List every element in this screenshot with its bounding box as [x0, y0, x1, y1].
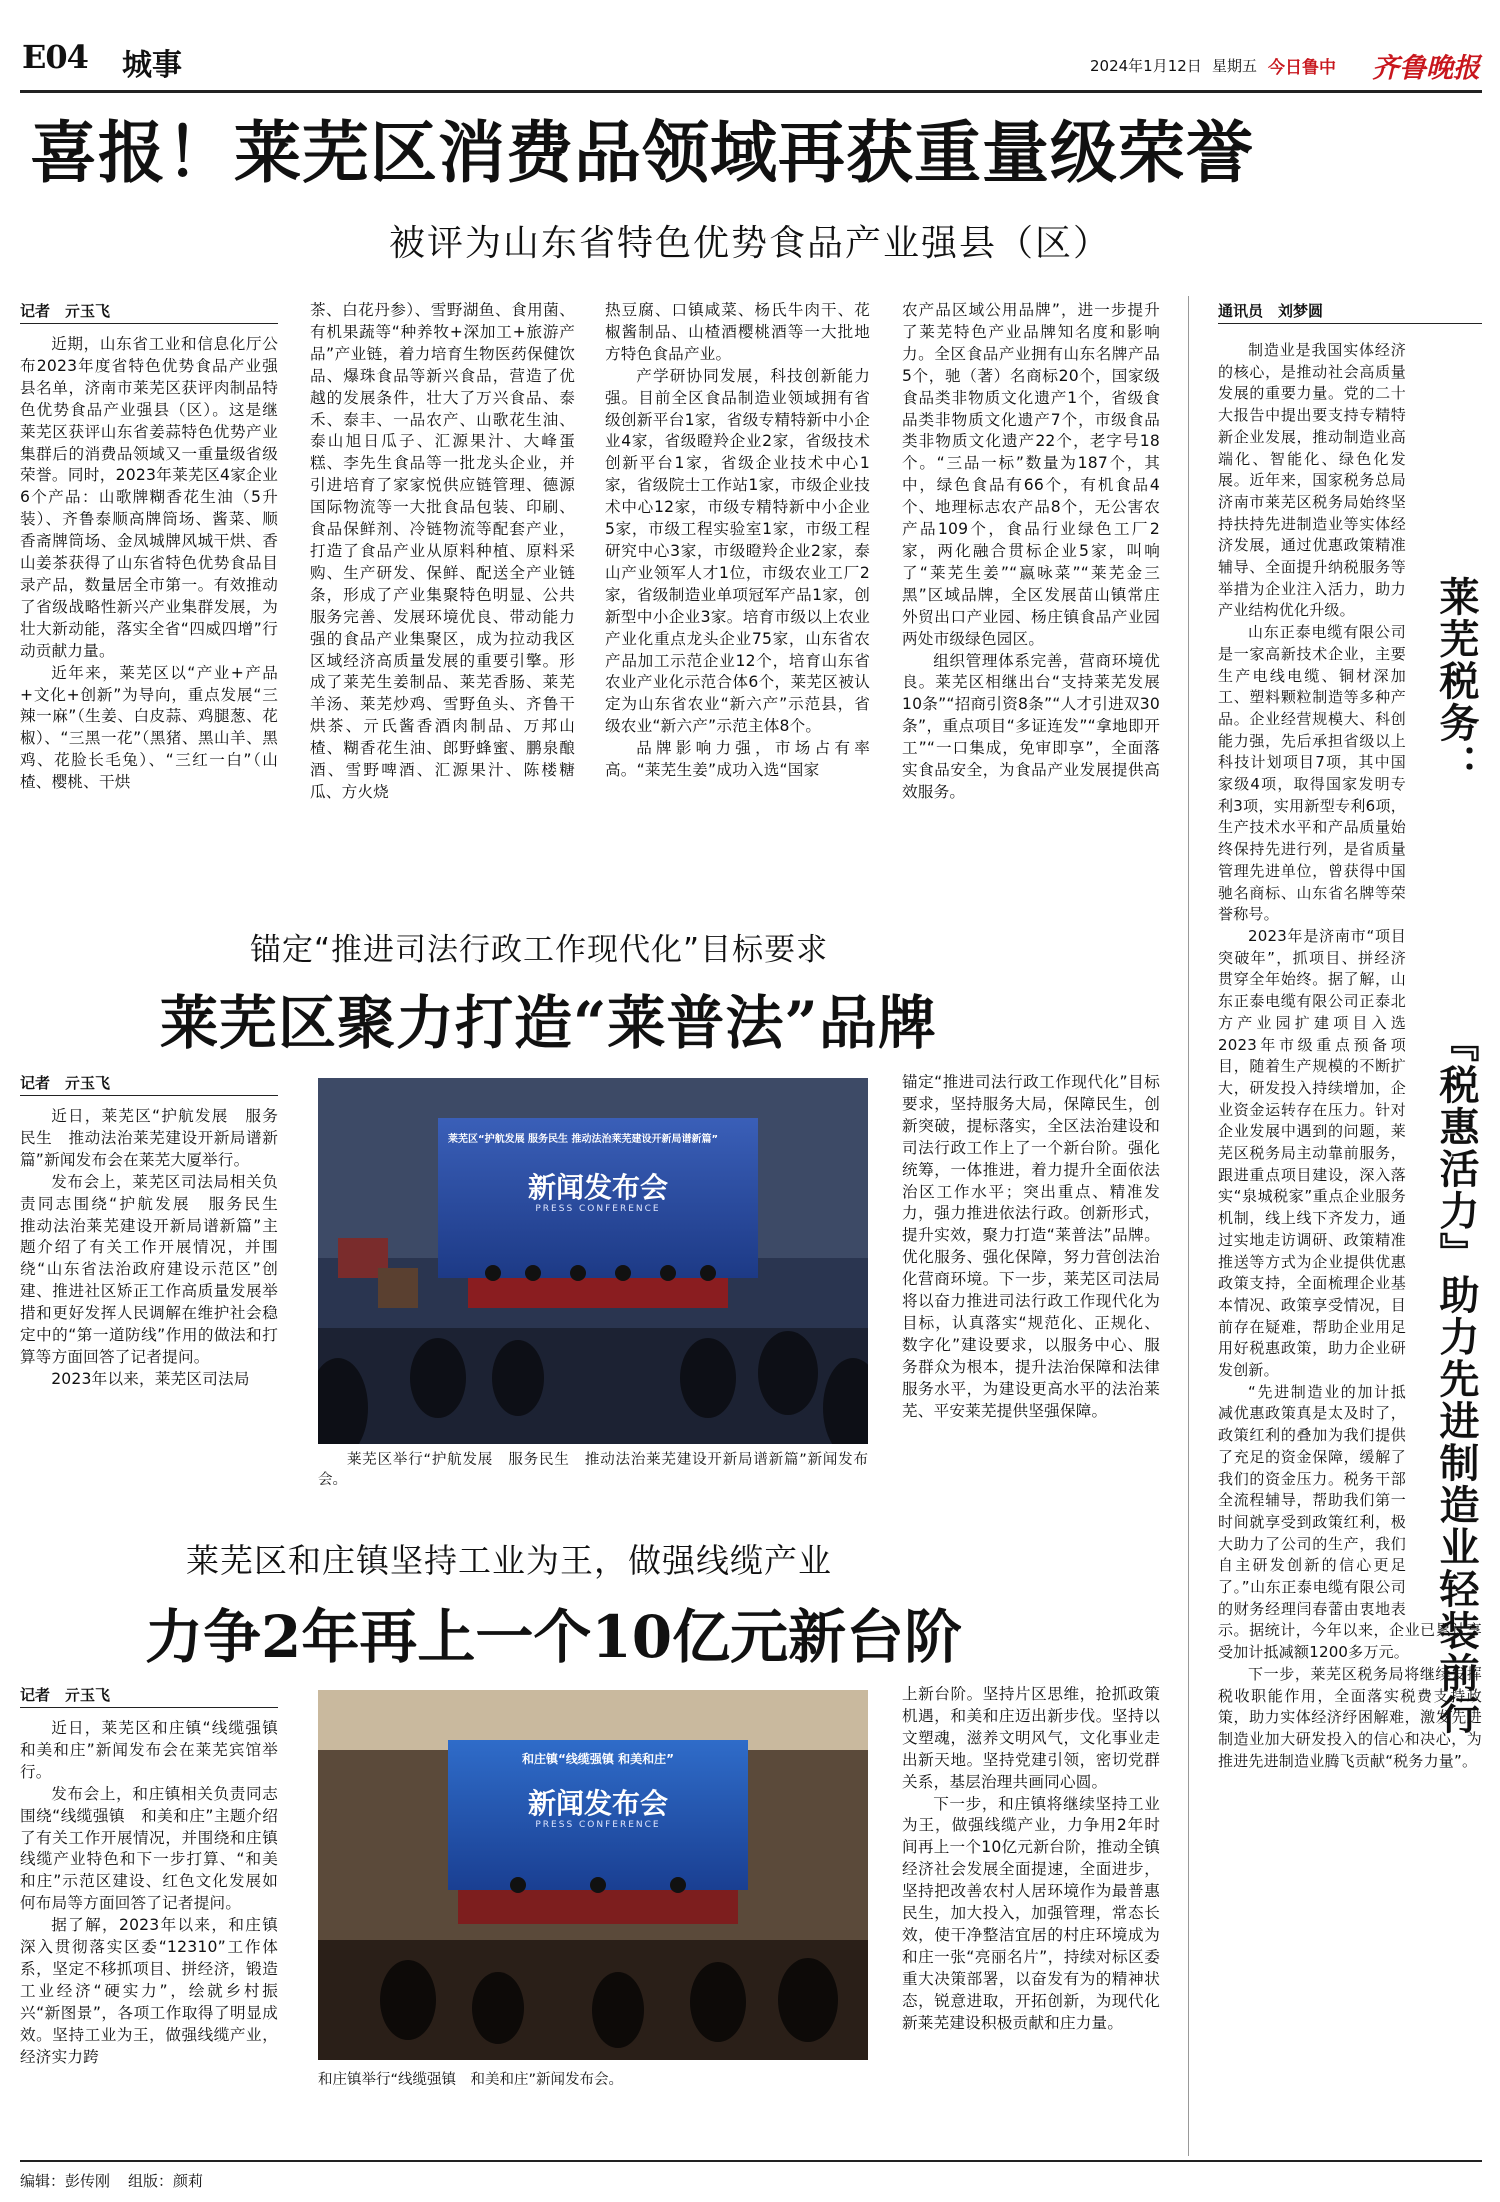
art2-title: 莱芜区聚力打造“莱普法”品牌: [160, 989, 937, 1057]
art2-photo: [318, 1078, 868, 1444]
paragraph: 山东正泰电缆有限公司是一家高新技术企业，主要生产电线电缆、铜材深加工、塑料颗粒制造等多种产品。企业经营规模大、科创能力强，先后承担省级以上科技计划项目7项，其中国家级4项，取得国家发明专利3项，实用新型专利6项，生产技术水平和产品质量始终保持先进行列，是省质量管理先进单位，曾获得中国驰名商标、山东省名牌等荣誉称号。: [1218, 623, 1406, 924]
conference-photo-illustration: [318, 1690, 868, 2060]
art4-title-box: [1414, 340, 1482, 1736]
paragraph: 品牌影响力强，市场占有率高。“莱芜生姜”成功入选“国家: [605, 739, 870, 780]
art1-col3: [605, 300, 870, 782]
paragraph: 下一步，和庄镇将继续坚持工业为王，做强线缆产业，力争用2年时间再上一个10亿元新台阶，推动全镇经济社会发展全面提速，全面进步，坚持把改善农村人居环境作为最普惠民生，加大投入，加强管理，常态长效，使干净整洁宜居的村庄环境成为和庄一张“亮丽名片”，持续对标区委重大决策部署，以奋发有为的精神状态，锐意进取，开拓创新，为现代化新莱芜建设积极贡献和庄力量。: [902, 1794, 1160, 2032]
art2-photo-banner: 莱芜区“护航发展 服务民生 推动法治莱芜建设开新局谱新篇”: [448, 1134, 719, 1145]
paragraph: 发布会上，和庄镇相关负责同志围绕“线缆强镇 和美和庄”主题介绍了有关工作开展情况，并围绕和庄镇线缆产业特色和下一步打算、“和美和庄”示范区建设、红色文化发展如何布局等方面回答了记者提问。: [20, 1784, 278, 1913]
paragraph: 近日，莱芜区“护航发展 服务民生 推动法治莱芜建设开新局谱新篇”新闻发布会在莱芜大厦举行。: [20, 1107, 278, 1169]
art3-col3: [902, 1684, 1160, 2035]
art3-photo-en: PRESS CONFERENCE: [535, 1820, 661, 1830]
paragraph: 2023年是济南市“项目突破年”，抓项目、拼经济贯穿全年始终。据了解，山东正泰电缆有限公司正泰北方产业园扩建项目入选2023年市级重点预备项目，随着生产规模的不断扩大，研发投入持续增加，企业资金运转存在压力。针对企业发展中遇到的问题，莱芜区税务局主动靠前服务，跟进重点项目建设，深入落实“泉城税家”重点企业服务机制，线上线下齐发力，通过实地走访调研、政策精准推送等方式为企业提供优惠政策支持，全面梳理企业基本情况、政策享受情况，目前存在疑难，帮助企业用足用好税惠政策，助力企业研发创新。: [1218, 926, 1406, 1380]
paragraph: 发布会上，莱芜区司法局相关负责同志围绕“护航发展 服务民生 推动法治莱芜建设开新局谱新篇”主题介绍了有关工作开展情况，并围绕“山东省法治政府建设示范区”创建、推进社区矫正工作高质量发展举措和更好发挥人民调解在维护社会稳定中的“第一道防线”作用的做法和打算等方面回答了记者提问。: [20, 1172, 294, 1366]
paragraph: 近期，山东省工业和信息化厅公布2023年度省特色优势食品产业强县名单，济南市莱芜区获评肉制品特色优势食品产业强县（区）。这是继莱芜区获评山东省姜蒜特色优势产业集群后的消费品领域又一重量级省级荣誉。同时，2023年莱芜区4家企业6个产品：山歌牌糊香花生油（5升装）、齐鲁泰顺高牌筒场、酱菜、顺香斋牌筒场、金凤城牌风城干烘、香山姜茶获得了山东省特色优势食品目录产品，数量居全市第一。有效推动了省级战略性新兴产业集群发展，为壮大新动能，落实全省“四威四增”行动贡献力量。: [20, 335, 278, 660]
issue-date: 2024年1月12日: [1090, 57, 1202, 75]
art2-col1: [20, 1106, 294, 1391]
footer-editor: 编辑：彭传刚: [20, 2172, 111, 2190]
section-name: 城事: [122, 48, 182, 83]
paragraph: 农产品区域公用品牌”，进一步提升了莱芜特色产业品牌知名度和影响力。全区食品产业拥有山东名牌产品5个，驰（著）名商标20个，国家级食品类非物质文化遗产1个，省级食品类非物质文化遗产7个，市级食品类非物质文化遗产22个，老字号18个。“三品一标”数量为187个，其中，绿色食品有66个，有机食品4个、地理标志农产品8个，无公害农产品109个，食品行业绿色工厂2家，两化融合贯标企业5家，叫响了“莱芜生姜”“嬴咏菜”“莱芜金三黑”区域品牌，全区发展苗山镇常庄外贸出口产业园、杨庄镇食品产业园两处市级绿色园区。: [902, 301, 1160, 648]
paragraph: 产学研协同发展，科技创新能力强。目前全区食品制造业领域拥有省级创新平台1家，省级专精特新中小企业4家，省级瞪羚企业2家，省级技术创新平台1家，省级企业技术中心1家，省级院士工作站1家，市级企业技术中心12家，市级专精特新中小企业5家，市级工程实验室1家，市级工程研究中心3家，市级瞪羚企业2家，泰山产业领军人才1位，市级农业工厂2家，省级制造业单项冠军产品1家，创新型中小企业3家。培育市级以上农业产业化重点龙头企业75家，山东省农产品加工示范企业12个，培育山东省农业产业化示范合体6个，莱芜区被认定为山东省农业“新六产”示范县，省级农业“新六产”示范主体8个。: [605, 366, 870, 736]
paragraph: 下一步，莱芜区税务局将继续发挥税收职能作用，全面落实税费支持政策，助力实体经济纾困解难，激发先进制造业加大研发投入的信心和决心，为推进先进制造业腾飞贡献“税务力量”。: [1218, 1664, 1482, 1770]
art3-caption: 和庄镇举行“线缆强镇 和美和庄”新闻发布会。: [318, 2072, 624, 2088]
paragraph: 据了解，2023年以来，和庄镇深入贯彻落实区委“12310”工作体系，坚定不移抓项目、拼经济，锻造工业经济“硬实力”，绘就乡村振兴“新图景”，各项工作取得了明显成效。坚持工业为王，做强线缆产业，经济实力跨: [20, 1916, 278, 2066]
brand-logo: 齐鲁晚报: [1372, 53, 1480, 84]
art4-body: [1218, 340, 1482, 1772]
art2-kicker: 锚定“推进司法行政工作现代化”目标要求: [250, 932, 829, 968]
art3-kicker: 莱芜区和庄镇坚持工业为王，做强线缆产业: [186, 1541, 832, 1580]
art1-title: 喜报！莱芜区消费品领域再获重量级荣誉: [30, 113, 1254, 192]
art3-col1: [20, 1718, 294, 2069]
page-header: [0, 0, 1500, 100]
paragraph: 2023年以来，莱芜区司法局: [51, 1369, 250, 1388]
art3-photo-banner: 和庄镇“线缆强镇 和美和庄”: [522, 1752, 674, 1766]
paragraph: 近年来，莱芜区以“产业+产品+文化+创新”为导向，重点发展“三辣一麻”（生姜、白皮蒜、鸡腿葱、花椒）、“三黑一花”（黑猪、黑山羊、黑鸡、花脸长毛兔）、“三红一白”（山楂、樱桃、干烘: [20, 663, 278, 792]
footer-rule: [20, 2160, 1482, 2162]
art2-photo-title: 新闻发布会: [527, 1171, 668, 1204]
art3-byline: 记者 亓玉飞: [20, 1684, 278, 1708]
art2-byline: 记者 亓玉飞: [20, 1072, 278, 1096]
header-rule: [20, 90, 1482, 93]
art1-byline: 记者 亓玉飞: [20, 300, 278, 324]
page-code: E04: [22, 38, 88, 76]
art1-subtitle: 被评为山东省特色优势食品产业强县（区）: [388, 223, 1111, 264]
art3-photo-title: 新闻发布会: [527, 1787, 668, 1820]
paragraph: 近日，莱芜区和庄镇“线缆强镇 和美和庄”新闻发布会在莱芜宾馆举行。: [20, 1719, 294, 1781]
art4-byline: 通讯员 刘梦圆: [1218, 300, 1482, 324]
paragraph: 上新台阶。坚持片区思维，抢抓政策机遇，和美和庄迈出新步伐。坚持以文塑魂，滋养文明风气，文化事业走出新天地。坚持党建引领，密切党群关系，基层治理共画同心圆。: [902, 1685, 1160, 1791]
paragraph: “先进制造业的加计抵减优惠政策真是太及时了，政策红利的叠加为我们提供了充足的资金保障，缓解了我们的资金压力。税务干部全流程辅导，帮助我们第一时间就享受到政策红利，极大助力了公司的生产，我们自主研发创新的信心更足了。”山东正泰电缆有限公司的财务经理闫春蕾由衷地表示。据统计，今年以来，企业已累计享受加计抵减额1200多万元。: [1218, 1382, 1482, 1662]
paragraph: 锚定“推进司法行政工作现代化”目标要求，坚持服务大局，保障民生，创新突破，提标落实，全区法治建设和司法行政工作上了一个新台阶。强化统筹，一体推进，着力提升全面依法治区工作水平；突出重点、精准发力，强力推进依法行政。创新形式，提升实效，聚力打造“莱普法”品牌。优化服务、强化保障，努力营创法治化营商环境。下一步，莱芜区司法局将以奋力推进司法行政工作现代化为目标，认真落实“规范化、正规化、数字化”建设要求，以服务中心、服务群众为根本，提升法治保障和法律服务水平，为建设更高水平的法治莱芜、平安莱芜提供坚强保障。: [902, 1073, 1160, 1420]
issue-weekday: 星期五: [1212, 57, 1258, 75]
paragraph: 制造业是我国实体经济的核心，是推动社会高质量发展的重要力量。党的二十大报告中提出要支持专精特新企业发展，推动制造业高端化、智能化、绿色化发展。近年来，国家税务总局济南市莱芜区税务局始终坚持扶持先进制造业等实体经济发展，通过优惠政策精准辅导、全面提升纳税服务等举措为企业注入活力，助力产业结构优化升级。: [1218, 341, 1406, 620]
art4-divider: [1188, 296, 1189, 2156]
footer-designer: 组版：颜莉: [128, 2172, 204, 2190]
art3-photo: [318, 1690, 868, 2060]
art4-title-part-a: 莱芜税务：: [1433, 576, 1480, 786]
brand-small: 今日鲁中: [1268, 58, 1336, 78]
paragraph: 组织管理体系完善，营商环境优良。莱芜区相继出台“支持莱芜发展10条”“招商引资8条”“人才引进双30条”，重点项目“多证连发”“拿地即开工”“一口集成，免审即享”，全面落实食品安全，为食品产业发展提供高效服务。: [902, 651, 1160, 801]
art4-title-part-b: 『税惠活力』助力先进制造业轻装前行: [1433, 1022, 1480, 1736]
paragraph: 热豆腐、口镇咸菜、杨氏牛肉干、花椒酱制品、山楂酒樱桃酒等一大批地方特色食品产业。: [605, 301, 870, 363]
art1-col4: [902, 300, 1160, 804]
art1-col2: [310, 300, 575, 804]
art1-col1: [20, 334, 278, 794]
art2-photo-en: PRESS CONFERENCE: [535, 1204, 661, 1214]
art2-col3: [902, 1072, 1160, 1423]
art3-title: 力争2年再上一个10亿元新台阶: [145, 1603, 963, 1671]
paragraph: 茶、白花丹参）、雪野湖鱼、食用菌、有机果蔬等“种养牧+深加工+旅游产品”产业链，着力培育生物医药保健饮品、爆珠食品等新兴食品，营造了优越的发展条件，壮大了万兴食品、泰禾、泰丰、一品农产、山歌花生油、泰山旭日瓜子、汇源果汁、大峰蛋糕、李先生食品等一批龙头企业，并引进培育了家家悦供应链管理、德源国际物流等一大批食品包装、印刷、食品保鲜剂、冷链物流等配套产业，打造了食品产业从原料种植、原料采购、生产研发、保鲜、配送全产业链条，形成了产业集聚特色明显、公共服务完善、发展环境优良、带动能力强的食品产业集聚区，成为拉动我区区域经济高质量发展的重要引擎。形成了莱芜生姜制品、莱芜香肠、莱芜羊汤、莱芜炒鸡、雪野鱼头、齐鲁干烘茶、亓氏酱香酒肉制品、万邦山楂、糊香花生油、郎野蜂蜜、鹏泉酿酒、雪野啤酒、汇源果汁、陈楼糖瓜、方火烧: [310, 301, 575, 801]
art2-caption: 莱芜区举行“护航发展 服务民生 推动法治莱芜建设开新局谱新篇”新闻发布会。: [318, 1452, 868, 1488]
